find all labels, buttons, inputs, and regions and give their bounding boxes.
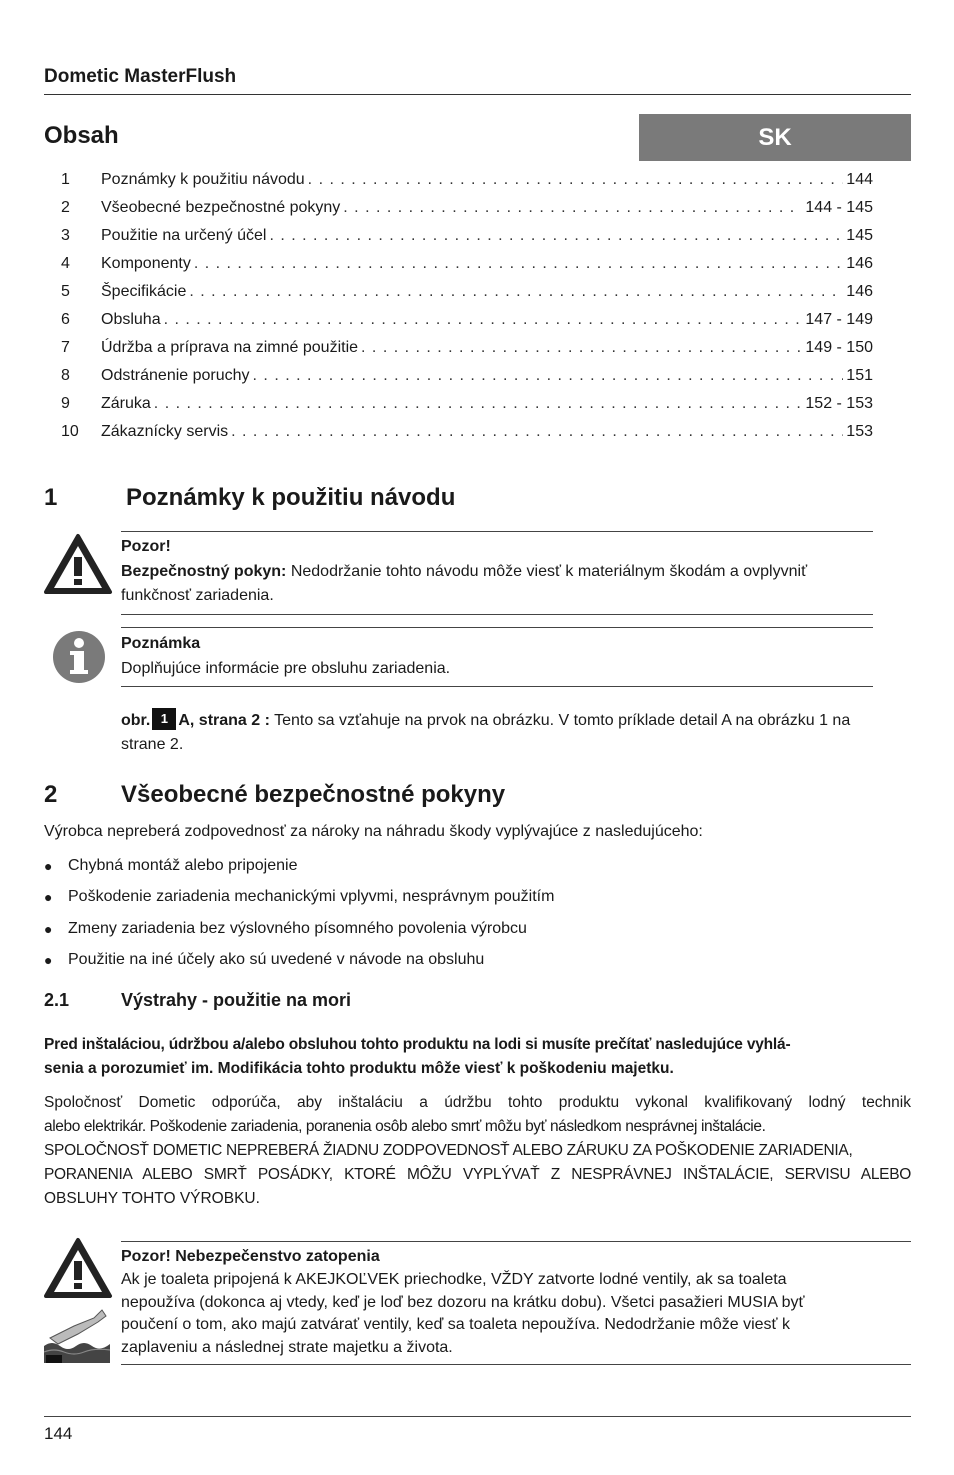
flooding-icon [44, 1308, 112, 1363]
toc-number: 2 [61, 199, 70, 216]
info-icon [52, 630, 106, 684]
toc-label: Obsluha [101, 311, 161, 328]
toc-page: 147 - 149 [805, 311, 873, 328]
section-2-intro: Výrobca nepreberá zodpovednosť za nároky na náhradu škody vyplývajúce z nasledujúceho: [44, 823, 703, 840]
subsection-number: 2.1 [44, 990, 70, 1010]
text-line: poučení o tom, ako majú zatvárať ventily, keď sa toaleta nepoužíva. Nedodržanie môže viesť k [121, 1316, 790, 1333]
toc-leader [189, 283, 843, 301]
list-item-text: Použitie na iné účely ako sú uvedené v návode na obsluhu [68, 951, 485, 969]
section-title: Všeobecné bezpečnostné pokyny [121, 781, 506, 808]
text-line: zaplaveniu a následnej strate majetku a života. [121, 1338, 453, 1356]
toc-leader [343, 199, 802, 217]
text-line: nepoužíva (dokonca aj vtedy, keď je loď bez dozoru na krátku dobu). Všetci pasažieri MUSIA byť [121, 1293, 805, 1311]
toc-entry[interactable] [61, 311, 873, 339]
toc-label: Údržba a príprava na zimné použitie [101, 339, 359, 356]
header-divider [44, 94, 911, 95]
toc-entry[interactable] [61, 171, 873, 199]
list-item [44, 882, 904, 914]
bullet-icon: ● [44, 952, 53, 969]
bullet-icon: ● [44, 857, 53, 874]
list-item-text: Poškodenie zariadenia mechanickými vplyvmi, nesprávnym použitím [68, 888, 555, 906]
brand-header: Dometic MasterFlush [44, 66, 237, 87]
figure-number-box: 1 [152, 708, 176, 730]
toc-number: 6 [61, 311, 70, 328]
marine-warning-paragraph [44, 1091, 911, 1211]
caution-text [121, 560, 873, 608]
toc-leader [164, 311, 803, 329]
toc-entry[interactable] [61, 395, 873, 423]
toc-entry[interactable] [61, 255, 873, 283]
toc-page: 149 - 150 [805, 339, 873, 356]
toc-label: Komponenty [101, 255, 191, 272]
toc-leader [269, 227, 843, 245]
toc-page: 153 [846, 423, 873, 440]
notice-divider [121, 1364, 911, 1365]
toc-number: 9 [61, 395, 70, 412]
toc-label: Poznámky k použitiu návodu [101, 171, 305, 188]
toc-entry[interactable] [61, 199, 873, 227]
toc-page: 151 [846, 367, 873, 384]
flood-warning-text [121, 1269, 911, 1359]
list-item-text: Chybná montáž alebo pripojenie [68, 856, 298, 874]
notice-divider [121, 531, 873, 532]
toc-number: 7 [61, 339, 70, 356]
text-line: OBSLUHY TOHTO VÝROBKU. [44, 1190, 260, 1207]
toc-number: 1 [61, 171, 70, 188]
toc-page: 144 [846, 171, 873, 188]
text-line: PORANENIA ALEBO SMRŤ POSÁDKY, KTORÉ MÔŽU VYPLÝVAŤ Z NESPRÁVNEJ INŠTALÁCIE, SERVISU ALEBO [44, 1166, 911, 1183]
text-line: SPOLOČNOSŤ DOMETIC NEPREBERÁ ŽIADNU ZODPOVEDNOSŤ ALEBO ZÁRUKU ZA POŠKODENIE ZARIADENIA, [44, 1142, 853, 1159]
bullet-list [44, 850, 904, 976]
toc-number: 3 [61, 227, 70, 244]
toc-title: Obsah [44, 122, 119, 149]
toc-entry[interactable] [61, 339, 873, 367]
figure-prefix: obr. [121, 712, 151, 729]
toc-label: Zákaznícky servis [101, 423, 229, 440]
toc-leader [154, 395, 803, 413]
toc-leader [231, 423, 843, 441]
list-item [44, 850, 904, 882]
toc-number: 8 [61, 367, 70, 384]
toc-label: Odstránenie poruchy [101, 367, 250, 384]
text-line: Ak je toaleta pripojená k AKEJKOĽVEK priechodke, VŽDY zatvorte lodné ventily, ak sa toaleta [121, 1271, 787, 1288]
text-line: Pred inštaláciou, údržbou a/alebo obsluhou tohto produktu na lodi si musíte prečítať nasledujúce vyhlá- [44, 1036, 791, 1053]
caution-body: Nedodržanie tohto návodu môže viesť k materiálnym škodám a ovplyvniť funkčnosť zariadenia. [121, 563, 808, 604]
toc-label: Použitie na určený účel [101, 227, 267, 244]
notice-divider [121, 627, 873, 628]
toc-entry[interactable] [61, 283, 873, 311]
note-title: Poznámka [121, 635, 201, 652]
text-line: Spoločnosť Dometic odporúča, aby inštaláciu a údržbu tohto produktu vykonal kvalifikovaný lodný technik [44, 1094, 911, 1111]
section-number: 2 [44, 781, 58, 808]
toc-leader [194, 255, 843, 273]
caution-title: Pozor! [121, 538, 171, 555]
figure-lead: A, strana 2 : [178, 712, 270, 729]
toc-entry[interactable] [61, 227, 873, 255]
toc-leader [361, 339, 802, 357]
figure-text: Tento sa vzťahuje na prvok na obrázku. V tomto príklade detail A na obrázku 1 na strane 2. [121, 712, 851, 753]
toc-label: Záruka [101, 395, 151, 412]
text-line: senia a porozumieť im. Modifikácia tohto produktu môže viesť k poškodeniu majetku. [44, 1060, 674, 1077]
notice-divider [121, 1241, 911, 1242]
toc-label: Špecifikácie [101, 283, 187, 300]
list-item [44, 945, 904, 977]
toc-label: Všeobecné bezpečnostné pokyny [101, 199, 341, 216]
figure-reference [121, 708, 873, 757]
list-item [44, 913, 904, 945]
marine-warning-intro [44, 1033, 911, 1081]
table-of-contents [61, 171, 873, 451]
caution-lead: Bezpečnostný pokyn: [121, 563, 287, 580]
toc-leader [253, 367, 844, 385]
flood-warning-title: Pozor! Nebezpečenstvo zatopenia [121, 1248, 380, 1265]
toc-page: 146 [846, 283, 873, 300]
section-number: 1 [44, 484, 58, 511]
toc-number: 5 [61, 283, 70, 300]
language-tab: SK [639, 114, 911, 161]
toc-page: 146 [846, 255, 873, 272]
bullet-icon: ● [44, 889, 53, 906]
footer-divider [44, 1416, 911, 1417]
warning-triangle-icon [43, 1237, 113, 1299]
toc-page: 144 - 145 [805, 199, 873, 216]
notice-divider [121, 614, 873, 615]
toc-page: 152 - 153 [805, 395, 873, 412]
section-title: Poznámky k použitiu návodu [126, 484, 456, 511]
list-item-text: Zmeny zariadenia bez výslovného písomného povolenia výrobcu [68, 919, 527, 937]
toc-leader [308, 171, 844, 189]
subsection-title: Výstrahy - použitie na mori [121, 990, 352, 1010]
text-line: alebo elektrikár. Poškodenie zariadenia, poranenia osôb alebo smrť môžu byť následkom nesprávnej inštalácie. [44, 1118, 766, 1135]
warning-triangle-icon [43, 533, 113, 595]
notice-divider [121, 686, 873, 687]
toc-entry[interactable] [61, 423, 873, 451]
toc-page: 145 [846, 227, 873, 244]
note-text: Doplňujúce informácie pre obsluhu zariadenia. [121, 660, 451, 677]
toc-entry[interactable] [61, 367, 873, 395]
page-number: 144 [44, 1424, 73, 1443]
toc-number: 10 [61, 423, 79, 440]
bullet-icon: ● [44, 920, 53, 937]
toc-number: 4 [61, 255, 70, 272]
